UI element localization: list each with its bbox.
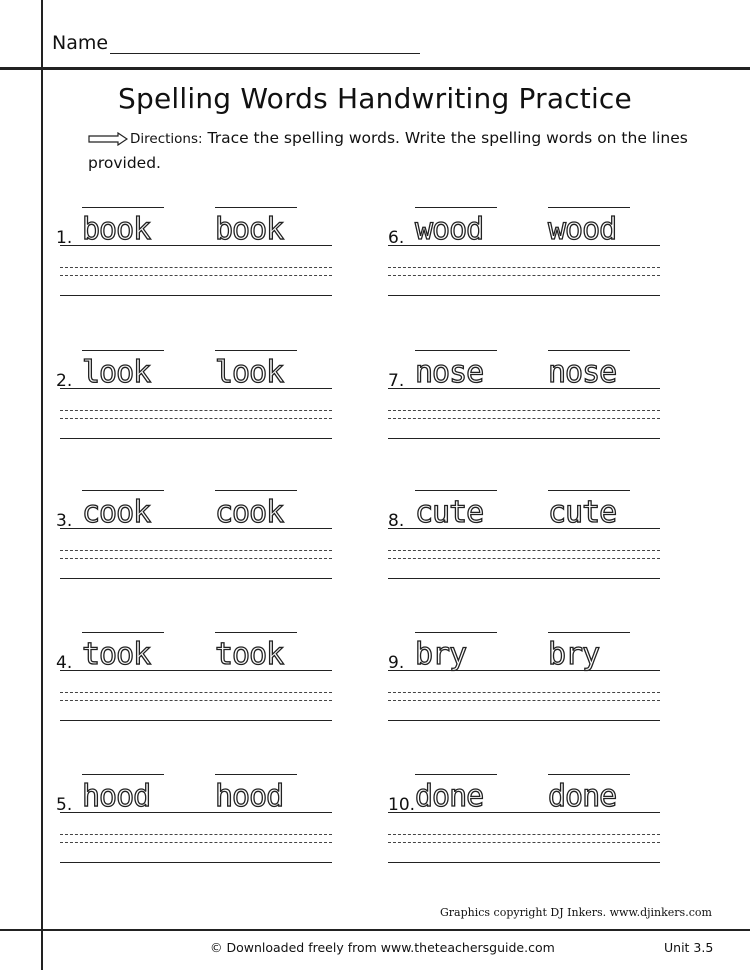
item-number: 8. xyxy=(388,511,405,531)
page-title: Spelling Words Handwriting Practice xyxy=(118,82,632,115)
write-topline xyxy=(388,528,660,529)
trace-guide-line xyxy=(548,774,630,775)
write-midline xyxy=(60,558,332,559)
trace-word-2[interactable]: look xyxy=(215,355,284,390)
footer-source: © Downloaded freely from www.theteachersguide.com xyxy=(210,940,555,955)
item-number: 5. xyxy=(56,795,73,815)
item-number: 1. xyxy=(56,228,73,248)
trace-guide-line xyxy=(415,490,497,491)
trace-word-1[interactable]: cute xyxy=(415,495,484,530)
item-number: 7. xyxy=(388,371,405,391)
write-midline xyxy=(388,275,660,276)
item-number: 2. xyxy=(56,371,73,391)
write-midline xyxy=(388,558,660,559)
trace-word-2[interactable]: nose xyxy=(548,355,617,390)
directions-label: Directions: xyxy=(130,131,203,147)
trace-word-1[interactable]: done xyxy=(415,779,484,814)
item-number: 3. xyxy=(56,511,73,531)
trace-guide-line xyxy=(415,632,497,633)
trace-word-1[interactable]: nose xyxy=(415,355,484,390)
write-baseline[interactable] xyxy=(388,295,660,296)
trace-guide-line xyxy=(82,774,164,775)
directions xyxy=(88,126,688,175)
footer-unit: Unit 3.5 xyxy=(664,940,714,955)
name-blank-line[interactable] xyxy=(110,33,420,54)
directions-text: Trace the spelling words. Write the spelling words on the lines provided. xyxy=(88,129,688,172)
write-baseline[interactable] xyxy=(60,862,332,863)
trace-guide-line xyxy=(82,207,164,208)
trace-guide-line xyxy=(82,632,164,633)
write-topline xyxy=(60,670,332,671)
trace-guide-line xyxy=(215,350,297,351)
write-midline xyxy=(60,267,332,268)
write-baseline[interactable] xyxy=(388,578,660,579)
write-midline xyxy=(388,418,660,419)
item-number: 6. xyxy=(388,228,405,248)
write-midline xyxy=(388,550,660,551)
margin-line xyxy=(41,0,43,970)
write-baseline[interactable] xyxy=(60,720,332,721)
trace-guide-line xyxy=(548,207,630,208)
write-baseline[interactable] xyxy=(388,862,660,863)
trace-guide-line xyxy=(415,207,497,208)
trace-word-2[interactable]: took xyxy=(215,637,284,672)
trace-word-2[interactable]: done xyxy=(548,779,617,814)
write-midline xyxy=(388,700,660,701)
arrow-icon xyxy=(88,132,128,146)
write-baseline[interactable] xyxy=(60,438,332,439)
write-baseline[interactable] xyxy=(388,438,660,439)
trace-word-1[interactable]: bry xyxy=(415,637,467,672)
write-topline xyxy=(388,245,660,246)
trace-word-2[interactable]: bry xyxy=(548,637,600,672)
trace-word-2[interactable]: cook xyxy=(215,495,284,530)
trace-guide-line xyxy=(215,490,297,491)
trace-word-1[interactable]: book xyxy=(82,212,151,247)
trace-guide-line xyxy=(215,632,297,633)
write-baseline[interactable] xyxy=(60,295,332,296)
write-topline xyxy=(388,388,660,389)
header-divider xyxy=(0,67,750,70)
trace-word-2[interactable]: book xyxy=(215,212,284,247)
trace-word-2[interactable]: cute xyxy=(548,495,617,530)
trace-word-2[interactable]: wood xyxy=(548,212,617,247)
write-midline xyxy=(60,692,332,693)
write-topline xyxy=(60,388,332,389)
write-topline xyxy=(388,812,660,813)
name-label: Name xyxy=(52,32,109,54)
write-midline xyxy=(60,834,332,835)
write-midline xyxy=(60,410,332,411)
write-topline xyxy=(60,245,332,246)
trace-word-1[interactable]: look xyxy=(82,355,151,390)
trace-guide-line xyxy=(548,490,630,491)
write-midline xyxy=(60,700,332,701)
footer-divider xyxy=(0,929,750,931)
name-field[interactable] xyxy=(52,32,420,54)
item-number: 10. xyxy=(388,795,416,815)
write-midline xyxy=(388,692,660,693)
write-midline xyxy=(388,267,660,268)
trace-guide-line xyxy=(415,350,497,351)
graphics-credit: Graphics copyright DJ Inkers. www.djinkers.com xyxy=(440,906,712,919)
trace-guide-line xyxy=(82,490,164,491)
write-midline xyxy=(388,834,660,835)
trace-guide-line xyxy=(215,207,297,208)
trace-guide-line xyxy=(548,350,630,351)
write-topline xyxy=(388,670,660,671)
trace-word-1[interactable]: hood xyxy=(82,779,151,814)
trace-word-2[interactable]: hood xyxy=(215,779,284,814)
trace-guide-line xyxy=(82,350,164,351)
trace-guide-line xyxy=(548,632,630,633)
write-baseline[interactable] xyxy=(388,720,660,721)
write-topline xyxy=(60,812,332,813)
write-midline xyxy=(388,842,660,843)
item-number: 4. xyxy=(56,653,73,673)
write-baseline[interactable] xyxy=(60,578,332,579)
trace-guide-line xyxy=(215,774,297,775)
write-topline xyxy=(60,528,332,529)
trace-word-1[interactable]: took xyxy=(82,637,151,672)
write-midline xyxy=(388,410,660,411)
write-midline xyxy=(60,842,332,843)
trace-guide-line xyxy=(415,774,497,775)
item-number: 9. xyxy=(388,653,405,673)
write-midline xyxy=(60,275,332,276)
write-midline xyxy=(60,550,332,551)
write-midline xyxy=(60,418,332,419)
trace-word-1[interactable]: wood xyxy=(415,212,484,247)
trace-word-1[interactable]: cook xyxy=(82,495,151,530)
